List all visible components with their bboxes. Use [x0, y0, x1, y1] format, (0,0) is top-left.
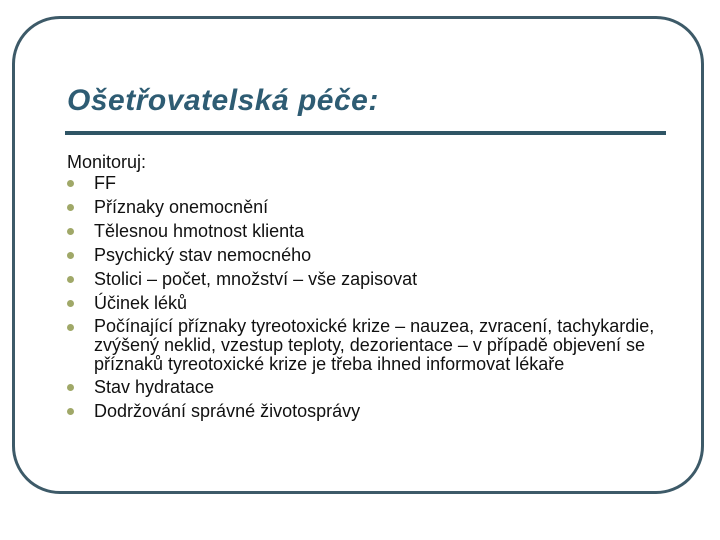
- list-item-text: Psychický stav nemocného: [94, 245, 312, 265]
- list-item-text: Tělesnou hmotnost klienta: [94, 221, 305, 241]
- list-item: [67, 401, 667, 422]
- bullet-dot-icon: [67, 228, 74, 235]
- bullet-dot-icon: [67, 324, 74, 331]
- list-item-text: Stav hydratace: [94, 377, 215, 397]
- list-item: [67, 245, 667, 266]
- list-item-text: Účinek léků: [94, 293, 188, 313]
- bullet-dot-icon: [67, 300, 74, 307]
- list-item-text: Příznaky onemocnění: [94, 197, 269, 217]
- list-item-text: Stolici – počet, množství – vše zapisovat: [94, 269, 418, 289]
- content-heading: Monitoruj:: [67, 152, 147, 172]
- slide-content: [67, 151, 667, 425]
- bullet-list: [67, 173, 667, 422]
- list-item: [67, 377, 667, 398]
- bullet-dot-icon: [67, 180, 74, 187]
- bullet-dot-icon: [67, 252, 74, 259]
- list-item-text: Dodržování správné životosprávy: [94, 401, 361, 421]
- bullet-dot-icon: [67, 276, 74, 283]
- list-item: [67, 317, 667, 374]
- list-item-text: FF: [94, 173, 116, 193]
- list-item: [67, 221, 667, 242]
- list-item-text: Počínající příznaky tyreotoxické krize – nauzea, zvracení, tachykardie, zvýšený neklid, vzestup teploty, dezorientace – v případě objevení se příznaků tyreotoxické krize je třeba ihned informovat lékaře: [94, 316, 655, 374]
- bullet-dot-icon: [67, 384, 74, 391]
- list-item: [67, 293, 667, 314]
- list-item: [67, 173, 667, 194]
- slide-title: Ošetřovatelská péče:: [67, 84, 379, 117]
- bullet-dot-icon: [67, 204, 74, 211]
- bullet-dot-icon: [67, 408, 74, 415]
- title-underline: [65, 131, 666, 135]
- list-item: [67, 197, 667, 218]
- list-item: [67, 269, 667, 290]
